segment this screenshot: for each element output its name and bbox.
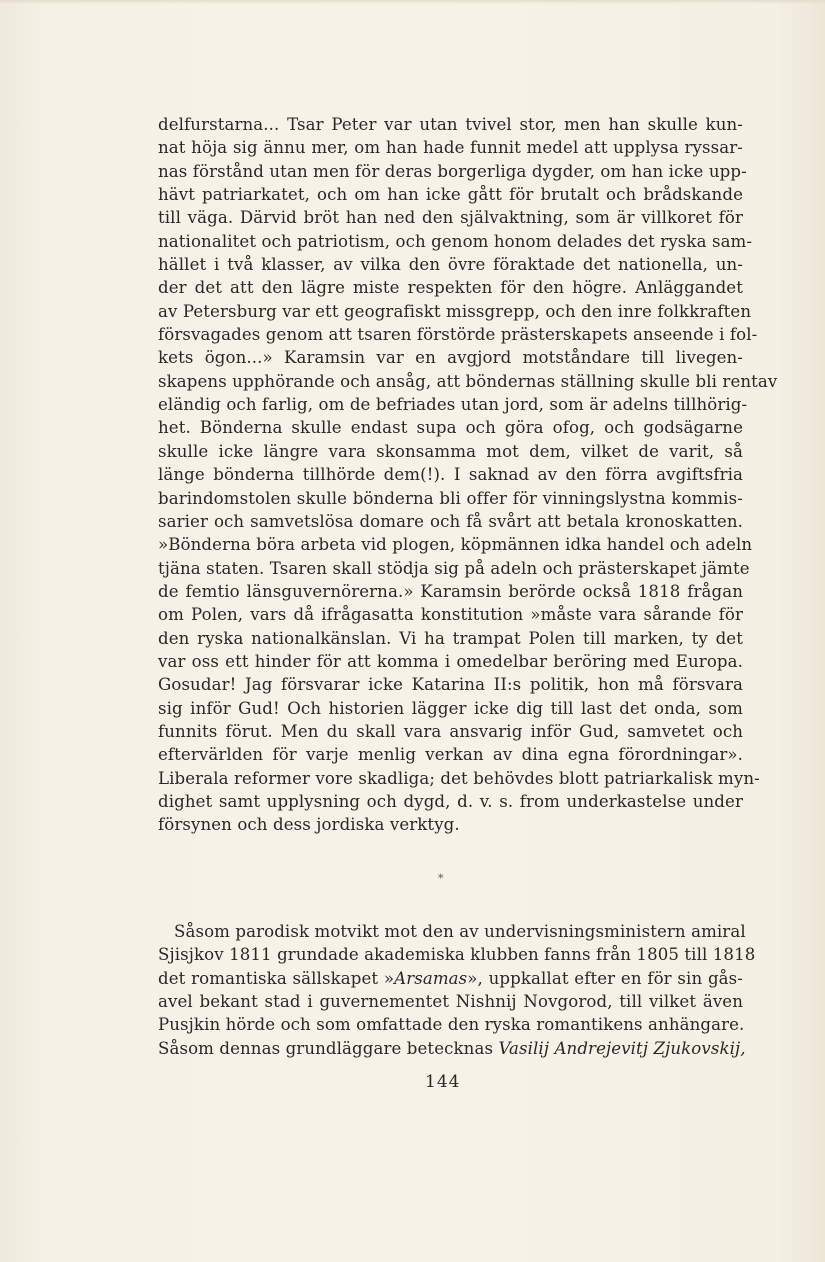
page-number: 144 [425,1072,461,1092]
paragraph-1 [158,113,778,837]
text-line: avel bekant stad i guvernementet Nishnij Novgorod, till vilket även [158,992,743,1012]
text-line: Pusjkin hörde och som omfattade den ryska romantikens anhängare. [158,1015,745,1035]
text-line: skapens upphörande och ansåg, att böndernas ställning skulle bli rentav [158,371,778,391]
text-run: det romantiska sällskapet » [158,968,395,988]
text-line: Liberala reformer vore skadliga; det behövdes blott patriarkalisk myn- [158,768,760,788]
text-line: skulle icke längre vara skonsamma mot dem, vilket de varit, så [158,441,743,461]
text-line: eländig och farlig, om de befriades utan jord, som är adelns tillhörig- [158,395,748,415]
text-line: de femtio länsguvernörerna.» Karamsin berörde också 1818 frågan [158,581,743,601]
text-line: hället i två klasser, av vilka den övre föraktade det nationella, un- [158,255,743,275]
text-line: eftervärlden för varje menlig verkan av dina egna förordningar». [158,745,743,765]
text-line: tjäna staten. Tsaren skall stödja sig på adeln och prästerskapet jämte [158,558,750,578]
text-run: Såsom dennas grundläggare betecknas [158,1038,499,1058]
text-line: delfurstarna... Tsar Peter var utan tvivel stor, men han skulle kun- [158,115,743,134]
page-top-edge [0,0,825,4]
text-line: het. Bönderna skulle endast supa och göra ofog, och godsägarne [158,418,743,438]
paragraph-2 [158,920,756,1060]
text-line: till väga. Därvid bröt han ned den självaktning, som är villkoret för [158,208,743,228]
text-line: den ryska nationalkänslan. Vi ha trampat Polen till marken, ty det [158,628,743,648]
text-line-mixed [158,967,743,990]
text-line: Gosudar! Jag försvarar icke Katarina II:s politik, hon må försvara [158,675,743,695]
person-name-italic: Vasilij Andrejevitj Zjukovskij, [498,1038,746,1058]
text-line: Såsom parodisk motvikt mot den av undervisningsministern amiral [174,922,746,941]
text-line: »Bönderna böra arbeta vid plogen, köpmännen idka handel och adeln [158,535,753,555]
section-break-asterisk: * [438,872,444,885]
text-line: var oss ett hinder för att komma i omedelbar beröring med Europa. [158,651,743,671]
text-line: sig inför Gud! Och historien lägger icke dig till last det onda, som [158,698,743,718]
text-line: länge bönderna tillhörde dem(!). I saknad av den förra avgiftsfria [158,465,743,485]
text-line: försynen och dess jordiska verktyg. [158,815,460,835]
text-line: sarier och samvetslösa domare och få svårt att betala kronoskatten. [158,511,743,531]
text-line: kets ögon...» Karamsin var en avgjord motståndare till livegen- [158,348,743,368]
text-line: nas förstånd utan men för deras borgerliga dygder, om han icke upp- [158,161,747,181]
text-run: », uppkallat efter en för sin gås- [467,968,743,988]
text-line: nationalitet och patriotism, och genom honom delades det ryska sam- [158,231,753,251]
text-line: barindomstolen skulle bönderna bli offer för vinningslystna kommis- [158,488,743,508]
society-name-italic: Arsamas [394,968,468,988]
text-line: försvagades genom att tsaren förstörde prästerskapets anseende i fol- [158,325,758,345]
text-line: Sjisjkov 1811 grundade akademiska klubben fanns från 1805 till 1818 [158,945,756,965]
text-line: dighet samt upplysning och dygd, d. v. s. from underkastelse under [158,791,743,811]
text-line: om Polen, vars då ifrågasatta konstitution »måste vara sårande för [158,605,743,625]
text-line: funnits förut. Men du skall vara ansvarig inför Gud, samvetet och [158,721,743,741]
text-line-mixed [158,1037,746,1060]
text-line: nat höja sig ännu mer, om han hade funnit medel att upplysa ryssar- [158,138,743,158]
text-line: der det att den lägre miste respekten för den högre. Anläggandet [158,278,743,298]
text-line: av Petersburg var ett geografiskt missgrepp, och den inre folkkraften [158,301,752,321]
text-line: hävt patriarkatet, och om han icke gått för brutalt och brådskande [158,185,743,205]
